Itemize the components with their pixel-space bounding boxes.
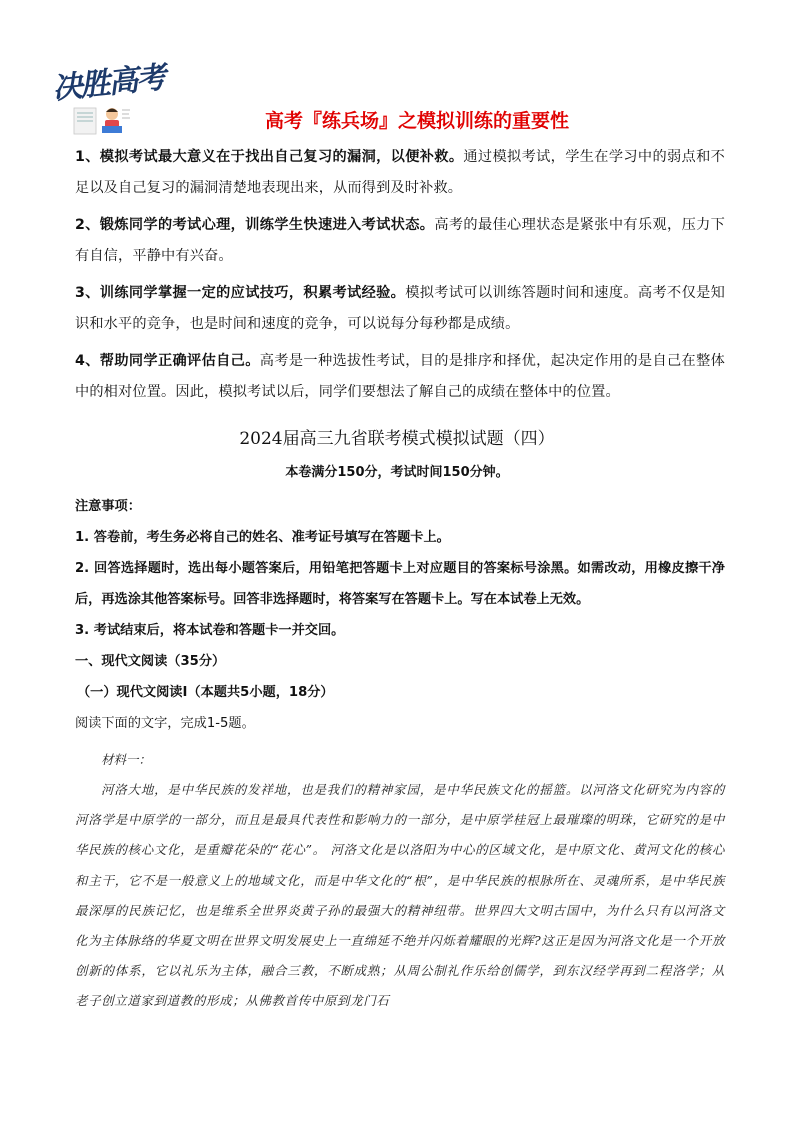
intro-point-text: 通过模拟考试，学生在学习中的弱点和不足以及自己复习的漏洞清楚地表现出来，从而得到及时补救。 bbox=[75, 149, 725, 196]
logo-text: 决胜高考 bbox=[50, 60, 166, 107]
intro-point-bold: 1、模拟考试最大意义在于找出自己复习的漏洞，以便补救。 bbox=[75, 149, 464, 165]
exam-subtitle: 本卷满分150分，考试时间150分钟。 bbox=[285, 465, 509, 480]
intro-point-text: 高考的最佳心理状态是紧张中有乐观，压力下有自信，平静中有兴奋。 bbox=[75, 217, 725, 264]
exam-title: 2024届高三九省联考模式模拟试题（四） bbox=[239, 429, 555, 449]
intro-paragraph bbox=[75, 346, 725, 408]
note-item: 1. 答卷前，考生务必将自己的姓名、准考证号填写在答题卡上。 bbox=[75, 530, 450, 545]
intro-paragraph bbox=[75, 210, 725, 272]
reading-instruction: 阅读下面的文字，完成1-5题。 bbox=[75, 716, 255, 731]
headline: 高考『练兵场』之模拟训练的重要性 bbox=[264, 110, 569, 132]
note-item: 2. 回答选择题时，选出每小题答案后，用铅笔把答题卡上对应题目的答案标号涂黑。如需改动，用橡皮擦干净后，再选涂其他答案标号。回答非选择题时，将答案写在答题卡上。写在本试卷上无效。 bbox=[75, 561, 725, 607]
subsection-title: （一）现代文阅读Ⅰ（本题共5小题，18分） bbox=[77, 685, 334, 700]
intro-point-text: 高考是一种选拔性考试，目的是排序和择优，起决定作用的是自己在整体中的相对位置。因此，模拟考试以后，同学们要想法了解自己的成绩在整体中的位置。 bbox=[75, 353, 725, 400]
intro-point-bold: 2、锻炼同学的考试心理，训练学生快速进入考试状态。 bbox=[75, 217, 435, 233]
exam-body bbox=[75, 491, 725, 739]
intro-paragraph bbox=[75, 142, 725, 204]
reading-material bbox=[75, 744, 725, 1017]
material-text: 河洛大地，是中华民族的发祥地，也是我们的精神家园，是中华民族文化的摇篮。以河洛文化研究为内容的河洛学是中原学的一部分，而且是最具代表性和影响力的一部分，是中原学桂冠上最璀璨的明珠，它研究的是中华民族的核心文化，是重瓣花朵的“花心”。 河洛文化是以洛阳为中心的区域文化，是中原文化、黄河文化的核心和主干，它不是一般意义上的地域文化，而是中华文化的“根”，是中华民族的根脉所在、灵魂所系，是中华民族最深厚的民族记忆，也是维系全世界炎黄子孙的最强大的精神纽带。世界四大文明古国中，为什么只有以河洛文化为主体脉络的华夏文明在世界文明发展史上一直绵延不绝并闪烁着耀眼的光辉?这正是因为河洛文化是一个开放创新的体系，它以礼乐为主体，融合三教，不断成熟；从周公制礼作乐给创儒学，到东汉经学再到二程洛学；从老子创立道家到道教的形成；从佛教首传中原到龙门石 bbox=[75, 782, 725, 1009]
intro-point-bold: 4、帮助同学正确评估自己。 bbox=[75, 353, 260, 369]
intro-point-text: 模拟考试可以训练答题时间和速度。高考不仅是知识和水平的竞争，也是时间和速度的竞争，可以说每分每秒都是成绩。 bbox=[75, 285, 725, 332]
intro-point-bold: 3、训练同学掌握一定的应试技巧，积累考试经验。 bbox=[75, 285, 406, 301]
intro-paragraph bbox=[75, 278, 725, 340]
material-label: 材料一： bbox=[101, 752, 152, 767]
intro-section bbox=[75, 142, 725, 414]
notes-heading: 注意事项： bbox=[75, 499, 141, 514]
note-item: 3. 考试结束后，将本试卷和答题卡一并交回。 bbox=[75, 623, 345, 638]
section-title: 一、现代文阅读（35分） bbox=[75, 654, 226, 669]
